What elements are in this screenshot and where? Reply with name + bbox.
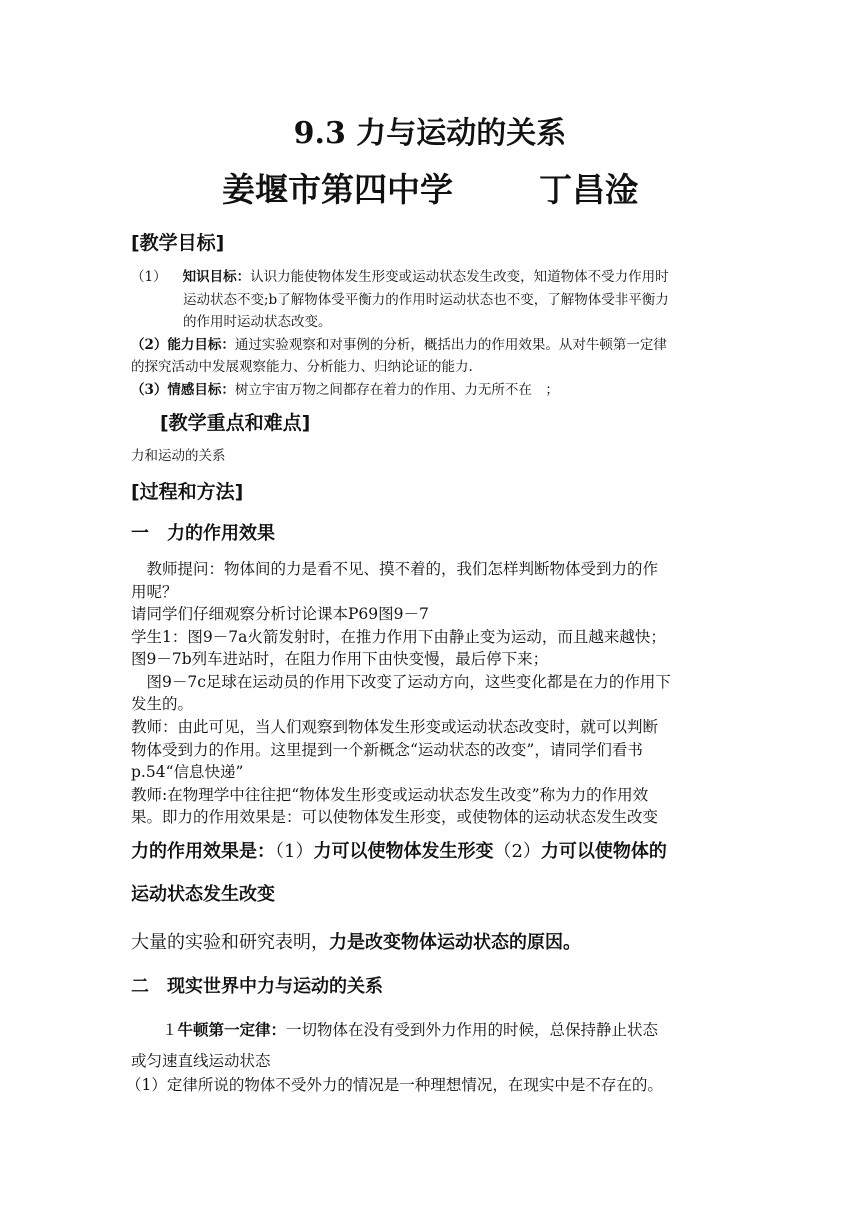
- goal2-line2: 的探究活动中发展观察能力、分析能力、归纳论证的能力.: [131, 359, 473, 375]
- effect-a: 力的作用效果是：: [131, 841, 275, 862]
- note1-line: （1）定律所说的物体不受外力的情况是一种理想情况，在现实中是不存在的。: [126, 1076, 663, 1094]
- effect-d: （2）: [493, 841, 541, 862]
- goal3-line: [131, 378, 731, 398]
- part2-heading: 二 现实世界中力与运动的关系: [131, 976, 383, 997]
- section-process: [过程和方法]: [131, 481, 244, 503]
- newton-line2: 或匀速直线运动状态: [131, 1052, 271, 1070]
- p1-line8: 教师：由此可见，当人们观察到物体发生形变或运动状态改变时，就可以判断: [131, 718, 659, 736]
- author-name: 丁昌淦: [539, 170, 638, 209]
- p1-line4: 学生1：图9－7a火箭发射时，在推力作用下由静止变为运动，而且越来越快；: [131, 628, 666, 646]
- page-title: 9.3 力与运动的关系: [293, 116, 567, 151]
- p1-line2: 用呢？: [131, 583, 178, 601]
- section-key-points: [教学重点和难点]: [160, 412, 311, 434]
- p1-line10: p.54“信息快递”: [131, 763, 244, 781]
- goal3-label: （3）情感目标：: [131, 382, 235, 398]
- p1-line3: 请同学们仔细观察分析讨论课本P69图9－7: [131, 605, 429, 623]
- section-teaching-goals: [教学目标]: [131, 232, 225, 254]
- goal1-line3: 的作用时运动状态改变。: [183, 314, 332, 330]
- research-b: 力是改变物体运动状态的原因。: [329, 932, 581, 953]
- p1-line1: 教师提问：物体间的力是看不见、摸不着的，我们怎样判断物体受到力的作: [131, 560, 659, 578]
- goal1-line1: [131, 265, 731, 285]
- newton-label: 牛顿第一定律：: [177, 1020, 287, 1039]
- p1-line12: 果。即力的作用效果是：可以使物体发生形变，或使物体的运动状态发生改变: [131, 808, 659, 826]
- effect-e: 力可以使物体的: [540, 841, 667, 862]
- newton-line1: [131, 1018, 731, 1040]
- goal3-text: 树立宇宙万物之间都存在着力的作用、力无所不在 ；: [234, 382, 559, 398]
- p1-line9: 物体受到力的作用。这里提到一个新概念“运动状态的改变”，请同学们看书: [131, 741, 643, 759]
- page-subtitle: [0, 164, 860, 211]
- newton-num: １: [131, 1021, 178, 1039]
- goal1-label: 知识目标：: [182, 269, 251, 285]
- school-name: 姜堰市第四中学: [222, 170, 453, 209]
- goal1-text1: 认识力能使物体发生形变或运动状态发生改变，知道物体不受力作用时: [250, 269, 669, 285]
- p1-line11: 教师:在物理学中往往把“物体发生形变或运动状态发生改变”称为力的作用效: [131, 786, 649, 804]
- goal2-text1: 通过实验观察和对事例的分析，概括出力的作用效果。从对牛顿第一定律: [234, 337, 667, 353]
- part1-heading: 一 力的作用效果: [131, 523, 275, 544]
- p1-line7: 发生的。: [131, 695, 194, 713]
- effect-line1: [131, 837, 731, 863]
- goal2-line1: [131, 333, 731, 353]
- goal1-num: （1）: [131, 269, 167, 285]
- effect-line2: [131, 880, 731, 906]
- effect-line2-text: 运动状态发生改变: [131, 884, 275, 905]
- effect-c: 力可以使物体发生形变: [313, 841, 494, 862]
- newton-text: 一切物体在没有受到外力作用的时候，总保持静止状态: [286, 1021, 659, 1039]
- effect-b: （1）: [275, 841, 314, 862]
- p1-line6: 图9－7c足球在运动员的作用下改变了运动方向，这些变化都是在力的作用下: [131, 673, 671, 691]
- p1-line5: 图9－7b列车进站时，在阻力作用下由快变慢，最后停下来；: [131, 650, 549, 668]
- goal1-line2: 运动状态不变;b了解物体受平衡力的作用时运动状态也不变，了解物体受非平衡力: [183, 292, 669, 308]
- research-line: [131, 928, 731, 954]
- research-a: 大量的实验和研究表明，: [131, 932, 329, 953]
- goal2-label: （2）能力目标：: [131, 337, 235, 353]
- key-points-text: 力和运动的关系: [131, 448, 226, 464]
